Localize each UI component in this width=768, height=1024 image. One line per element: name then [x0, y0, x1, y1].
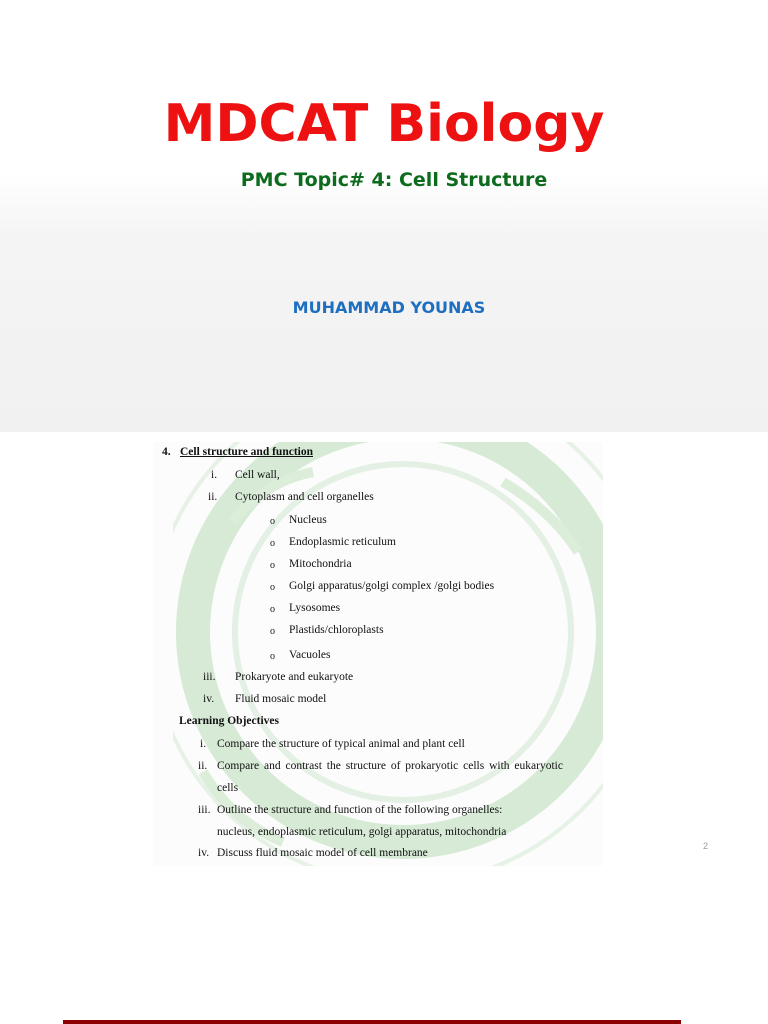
item-number: iv. — [203, 693, 215, 705]
objective-number: i. — [200, 738, 207, 750]
footer-divider — [63, 1020, 681, 1024]
organelle-item: Golgi apparatus/golgi complex /golgi bodies — [289, 580, 495, 592]
bullet-icon: o — [270, 651, 275, 662]
slide-title: MDCAT Biology — [163, 94, 605, 154]
content-slide — [0, 432, 768, 1024]
organelle-item: Endoplasmic reticulum — [289, 536, 396, 548]
document-text — [153, 442, 603, 866]
list-item: Prokaryote and eukaryote — [235, 671, 354, 683]
organelle-item: Plastids/chloroplasts — [289, 624, 384, 636]
bullet-icon: o — [270, 538, 275, 549]
list-item: Cell wall, — [235, 469, 280, 481]
objective-number: ii. — [198, 760, 208, 772]
organelle-item: Lysosomes — [289, 602, 341, 614]
objective-number: iii. — [198, 804, 211, 816]
bullet-icon: o — [270, 516, 275, 527]
bullet-icon: o — [270, 604, 275, 615]
item-number: iii. — [203, 671, 216, 683]
organelle-item: Nucleus — [289, 514, 327, 526]
heading-number: 4. — [162, 446, 171, 458]
objectives-heading: Learning Objectives — [179, 715, 279, 727]
objective-item-continuation: nucleus, endoplasmic reticulum, golgi apparatus, mitochondria — [217, 826, 507, 838]
item-number: ii. — [208, 491, 218, 503]
organelle-item: Mitochondria — [289, 558, 352, 570]
title-slide — [0, 0, 768, 432]
objective-item: Compare the structure of typical animal and plant cell — [217, 738, 465, 750]
page-number: 2 — [703, 841, 709, 851]
objective-item: Outline the structure and function of the following organelles: — [217, 804, 503, 816]
objective-item: Compare and contrast the structure of prokaryotic cells with eukaryotic — [217, 760, 563, 772]
organelle-item: Vacuoles — [289, 649, 331, 661]
list-item: Fluid mosaic model — [235, 693, 327, 705]
scanned-document — [153, 442, 603, 866]
list-item: Cytoplasm and cell organelles — [235, 491, 374, 503]
objective-number: iv. — [198, 847, 210, 859]
author-name: MUHAMMAD YOUNAS — [292, 298, 486, 317]
bullet-icon: o — [270, 582, 275, 593]
objective-item: Discuss fluid mosaic model of cell membrane — [217, 847, 428, 859]
slide-subtitle: PMC Topic# 4: Cell Structure — [240, 169, 548, 191]
objective-item-continuation: cells — [217, 782, 239, 794]
item-number: i. — [211, 469, 218, 481]
bullet-icon: o — [270, 626, 275, 637]
bullet-icon: o — [270, 560, 275, 571]
section-heading: Cell structure and function — [180, 446, 313, 458]
